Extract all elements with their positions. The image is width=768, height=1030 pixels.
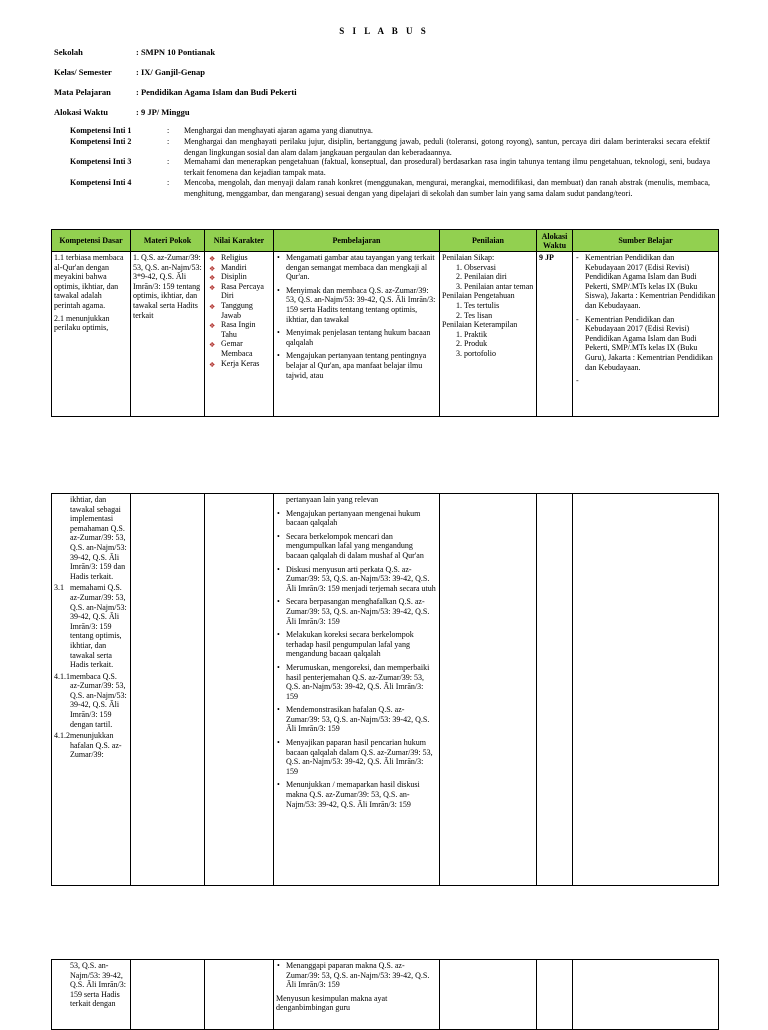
cell-nilai-karakter	[205, 252, 274, 417]
cell-kompetensi-dasar	[52, 252, 131, 417]
header-kompetensi-dasar: Kompetensi Dasar	[52, 230, 131, 252]
penilaian-item: 2. Penilaian diri	[464, 272, 534, 282]
nilai-list	[207, 253, 271, 368]
syllabus-table-2	[51, 493, 719, 886]
nilai-item: ❖ Religius	[209, 253, 248, 263]
nilai-item: ❖ Mandiri	[209, 262, 247, 273]
cell-alokasi-waktu	[537, 960, 573, 1030]
kd-item: 3.1 memahami Q.S. az-Zumar/39: 53, Q.S. an-Najm/53: 39-42, Q.S. Āli Imrān/3: 159 tentang optimis, ikhtiar, dan tawakal serta Hadis terkait.	[54, 583, 127, 670]
ki-text: Mencoba, mengolah, dan menyaji dalam ranah konkret (menggunakan, mengurai, merangkai, memodifikasi, dan membuat) dan ranah abstrak (menulis, membaca, menghitung, menggambar, dan mengarang) sesuai dengan yang dipelajari di sekolah dan sumber lain yang sama dalam sudut pandang/teori.	[184, 178, 710, 198]
identity-row-mapel	[54, 87, 297, 97]
pembelajaran-item: • Mengamati gambar atau tayangan yang terkait dengan semangat membaca dan mengkaji al Qur'an.	[276, 253, 437, 282]
syllabus-table-3	[51, 959, 719, 1030]
ki-label: Kompetensi Inti 4	[70, 178, 132, 187]
ornament-bullet-icon: ❖	[209, 341, 216, 350]
identity-value: : Pendidikan Agama Islam dan Budi Pekerti	[136, 87, 297, 97]
cell-nilai-karakter	[205, 494, 274, 886]
document-title: S I L A B U S	[339, 26, 429, 36]
header-penilaian: Penilaian	[440, 230, 537, 252]
ornament-bullet-icon: ❖	[209, 264, 216, 273]
cell-sumber-belajar	[573, 960, 719, 1030]
cell-materi-pokok	[131, 494, 205, 886]
kd-item: 4.1.1 membaca Q.S. az-Zumar/39: 53, Q.S. an-Najm/53: 39-42, Q.S. Āli Imrān/3: 159 dengan tartil.	[54, 671, 127, 729]
penilaian-item: 2. Produk	[464, 339, 534, 349]
kd-item: 4.1.2 menunjukkan hafalan Q.S. az-Zumar/39:	[54, 731, 122, 760]
pembelajaran-item: • Menanggapi paparan makna Q.S. az-Zumar/39: 53, Q.S. an-Najm/53: 39-42, Q.S. Āli Imrān/3: 159	[276, 961, 437, 990]
ki-text: Memahami dan menerapkan pengetahuan (faktual, konseptual, dan prosedural) berdasarkan rasa ingin tahunya tentang ilmu pengetahuan, teknologi, seni, budaya terkait fenomena dan kejadian tampak mata.	[184, 157, 710, 177]
ki-label: Kompetensi Inti 1	[70, 126, 132, 135]
penilaian-item: 1. Tes tertulis	[464, 301, 534, 311]
nilai-item: ❖ Kerja Keras	[209, 358, 260, 369]
nilai-item: ❖ Gemar Membaca	[209, 339, 253, 358]
penilaian-list	[442, 330, 534, 359]
ki-label: Kompetensi Inti 2	[70, 137, 132, 146]
pembelajaran-list	[276, 509, 437, 810]
cell-alokasi-waktu	[537, 494, 573, 886]
ornament-bullet-icon: ❖	[209, 274, 216, 283]
cell-sumber-belajar	[573, 252, 719, 417]
pembelajaran-item: • Menyajikan paparan hasil pencarian hukum bacaan qalqalah dalam Q.S. az-Zumar/39: 53, Q.S. an-Najm/53: 39-42, Q.S. Āli Imrān/3: 159	[276, 738, 437, 776]
pembelajaran-item: • Mengajukan pertanyaan tentang pentingnya belajar al Qur'an, apa manfaat belajar ilmu tajwid, atau	[276, 351, 437, 380]
pembelajaran-item: • Secara berkelompok mencari dan mengumpulkan lafal yang mengandung bacaan qalqalah di dalam mushaf al Qur'an	[276, 532, 437, 561]
pembelajaran-item: • Menunjukkan / memaparkan hasil diskusi makna Q.S. az-Zumar/39: 53, Q.S. an-Najm/53: 39-42, Q.S. Āli Imrān/3: 159	[276, 780, 437, 809]
identity-row-alokasi	[54, 107, 190, 117]
cell-sumber-belajar	[573, 494, 719, 886]
sumber-list	[575, 253, 716, 372]
pembelajaran-continuation: pertanyaan lain yang relevan	[286, 495, 379, 504]
cell-pembelajaran	[274, 252, 440, 417]
cell-kompetensi-dasar	[52, 960, 131, 1030]
kd-item: 2.1 menunjukkan perilaku optimis,	[54, 313, 110, 333]
ornament-bullet-icon: ❖	[209, 322, 216, 331]
identity-row-kelas	[54, 67, 205, 77]
penilaian-item: 1. Praktik	[464, 330, 534, 340]
penilaian-group-head: Penilaian Pengetahuan	[442, 291, 515, 301]
pembelajaran-item: • Merumuskan, mengoreksi, dan memperbaiki hasil penterjemahan Q.S. az-Zumar/39: 53, Q.S. an-Najm/53: 39-42, Q.S. Āli Imrān/3: 159	[276, 663, 437, 701]
kompetensi-inti-4: Kompetensi Inti 4 : Mencoba, mengolah, dan menyaji dalam ranah konkret (menggunakan, mengurai, merangkai, memodifikasi, dan membuat) dan ranah abstrak (menulis, membaca, menghitung, menggambar, dan mengarang) sesuai dengan yang dipelajari di sekolah dan sumber lain yang sama dalam sudut pandang/teori.	[70, 178, 710, 198]
cell-penilaian	[440, 252, 537, 417]
penilaian-item: 1. Observasi	[464, 263, 534, 273]
materi-item: 1. Q.S. az-Zumar/39: 53, Q.S. an-Najm/53: 3*9-42, Q.S. Āli Imrān/3: 159 tentang optimis, ikhtiar, dan tawakal serta Hadits terkait	[133, 253, 202, 320]
syllabus-table-1	[51, 229, 719, 417]
identity-label: Mata Pelajaran	[54, 87, 111, 97]
kompetensi-inti-2: Kompetensi Inti 2 : Menghargai dan menghayati perilaku jujur, disiplin, bertanggung jawab, peduli (toleransi, gotong royong), santun, percaya diri dalam berinteraksi secara efektif dengan lingkungan sosial dan alam dalam jangkauan pergaulan dan keberadaannya.	[70, 137, 710, 157]
cell-penilaian	[440, 960, 537, 1030]
identity-value: : IX/ Ganjil-Genap	[136, 67, 205, 77]
nilai-item: ❖ Disiplin	[209, 272, 247, 283]
kd-item: 1.1 terbiasa membaca al-Qur'an dengan meyakini bahwa optimis, ikhtiar, dan tawakal adalah perintah agama.	[54, 253, 124, 310]
identity-value: : 9 JP/ Minggu	[136, 107, 190, 117]
pembelajaran-item: • Mendemonstrasikan hafalan Q.S. az-Zumar/39: 53, Q.S. an-Najm/53: 39-42, Q.S. Āli Imrān/3: 159	[276, 705, 437, 734]
ki-text: Menghargai dan menghayati perilaku jujur, disiplin, bertanggung jawab, peduli (toleransi, gotong royong), santun, percaya diri dalam berinteraksi secara efektif dengan lingkungan sosial dan alam dalam jangkauan pergaulan dan keberadaannya.	[184, 137, 710, 157]
pembelajaran-item: • Mengajukan pertanyaan mengenai hukum bacaan qalqalah	[276, 509, 437, 528]
cell-penilaian	[440, 494, 537, 886]
nilai-item: ❖ Tanggung Jawab	[209, 300, 253, 320]
header-alokasi-waktu: Alokasi Waktu	[537, 230, 573, 252]
penilaian-item: 3. Penilaian antar teman	[464, 282, 534, 292]
pembelajaran-list	[276, 961, 437, 990]
pembelajaran-item: • Melakukan koreksi secara berkelompok terhadap hasil pengumpulan lafal yang mengandung bacaan qalqalah	[276, 630, 437, 659]
cell-materi-pokok	[131, 960, 205, 1030]
header-materi-pokok: Materi Pokok	[131, 230, 205, 252]
pembelajaran-item: • Menyimak dan membaca Q.S. az-Zumar/39: 53, Q.S. an-Najm/53: 39-42, Q.S. Āli Imrān/3: 159 serta Hadits tentang tentang optimis, ikhtiar, dan tawakal	[276, 286, 437, 324]
identity-label: Sekolah	[54, 47, 83, 57]
pembelajaran-plain: Menyusun kesimpulan makna ayat denganbimbingan guru	[276, 993, 388, 1013]
kompetensi-inti-3: Kompetensi Inti 3 : Memahami dan menerapkan pengetahuan (faktual, konseptual, dan prosedural) berdasarkan rasa ingin tahunya tentang ilmu pengetahuan, teknologi, seni, budaya terkait fenomena dan kejadian tampak mata.	[70, 157, 710, 177]
identity-label: Alokasi Waktu	[54, 107, 108, 117]
pembelajaran-item: • Menyimak penjelasan tentang hukum bacaan qalqalah	[276, 328, 437, 347]
cell-kompetensi-dasar	[52, 494, 131, 886]
kd-continuation: 53, Q.S. an-Najm/53: 39-42, Q.S. Āli Imrān/3: 159 serta Hadis terkait dengan	[70, 961, 126, 1009]
cell-alokasi-waktu: 9 JP	[537, 252, 573, 417]
identity-label: Kelas/ Semester	[54, 67, 112, 77]
penilaian-group-head: Penilaian Sikap:	[442, 253, 495, 262]
header-pembelajaran: Pembelajaran	[274, 230, 440, 252]
penilaian-group-head: Penilaian Keterampilan	[442, 320, 518, 330]
nilai-item: ❖ Rasa Percaya Diri	[209, 281, 264, 301]
ornament-bullet-icon: ❖	[209, 360, 216, 369]
ornament-bullet-icon: ❖	[209, 255, 216, 263]
ornament-bullet-icon: ❖	[209, 302, 216, 311]
cell-pembelajaran	[274, 960, 440, 1030]
penilaian-list	[442, 301, 534, 320]
ornament-bullet-icon: ❖	[209, 283, 216, 292]
header-nilai-karakter: Nilai Karakter	[205, 230, 274, 252]
pembelajaran-list	[276, 253, 437, 380]
kd-continuation: ikhtiar, dan tawakal sebagai implementasi pemahaman Q.S. az-Zumar/39: 53, Q.S. an-Najm/53: 39-42, Q.S. Āli Imrān/3: 159 dan Hadis terkait.	[70, 495, 127, 581]
header-sumber-belajar: Sumber Belajar	[573, 230, 719, 252]
kompetensi-inti-1: Kompetensi Inti 1 : Menghargai dan menghayati ajaran agama yang dianutnya.	[70, 126, 710, 137]
pembelajaran-item: • Diskusi menyusun arti perkata Q.S. az-Zumar/39: 53, Q.S. an-Najm/53: 39-42, Q.S. Āli Imrān/3: 159 menjadi terjemah secara utuh	[276, 565, 437, 594]
cell-materi-pokok	[131, 252, 205, 417]
penilaian-item: 2. Tes lisan	[464, 311, 534, 321]
identity-row-sekolah	[54, 47, 215, 57]
identity-value: : SMPN 10 Pontianak	[136, 47, 216, 57]
cell-nilai-karakter	[205, 960, 274, 1030]
nilai-item: ❖ Rasa Ingin Tahu	[209, 320, 256, 339]
cell-pembelajaran	[274, 494, 440, 886]
ki-label: Kompetensi Inti 3	[70, 157, 132, 166]
penilaian-list	[442, 263, 534, 292]
penilaian-item: 3. portofolio	[464, 349, 534, 359]
pembelajaran-item: • Secara berpasangan menghafalkan Q.S. az-Zumar/39: 53, Q.S. an-Najm/53: 39-42, Q.S. Āli Imrān/3: 159	[276, 597, 437, 626]
ki-text: Menghargai dan menghayati ajaran agama yang dianutnya.	[184, 126, 373, 135]
sumber-item: - Kementrian Pendidikan dan Kebudayaan 2017 (Edisi Revisi) Pendidikan Agama Islam dan Budi Pekerti, SMP/.MTs kelas IX (Buku Guru), Jakarta : Kementrian Pendidikan dan Kebudayaan.	[575, 315, 716, 373]
sumber-item: - Kementrian Pendidikan dan Kebudayaan 2017 (Edisi Revisi) Pendidikan Agama Islam dan Budi Pekerti, SMP/.MTs kelas IX (Buku Siswa), Jakarta : Kementrian Pendidikan dan Kebudayaan.	[575, 253, 716, 311]
